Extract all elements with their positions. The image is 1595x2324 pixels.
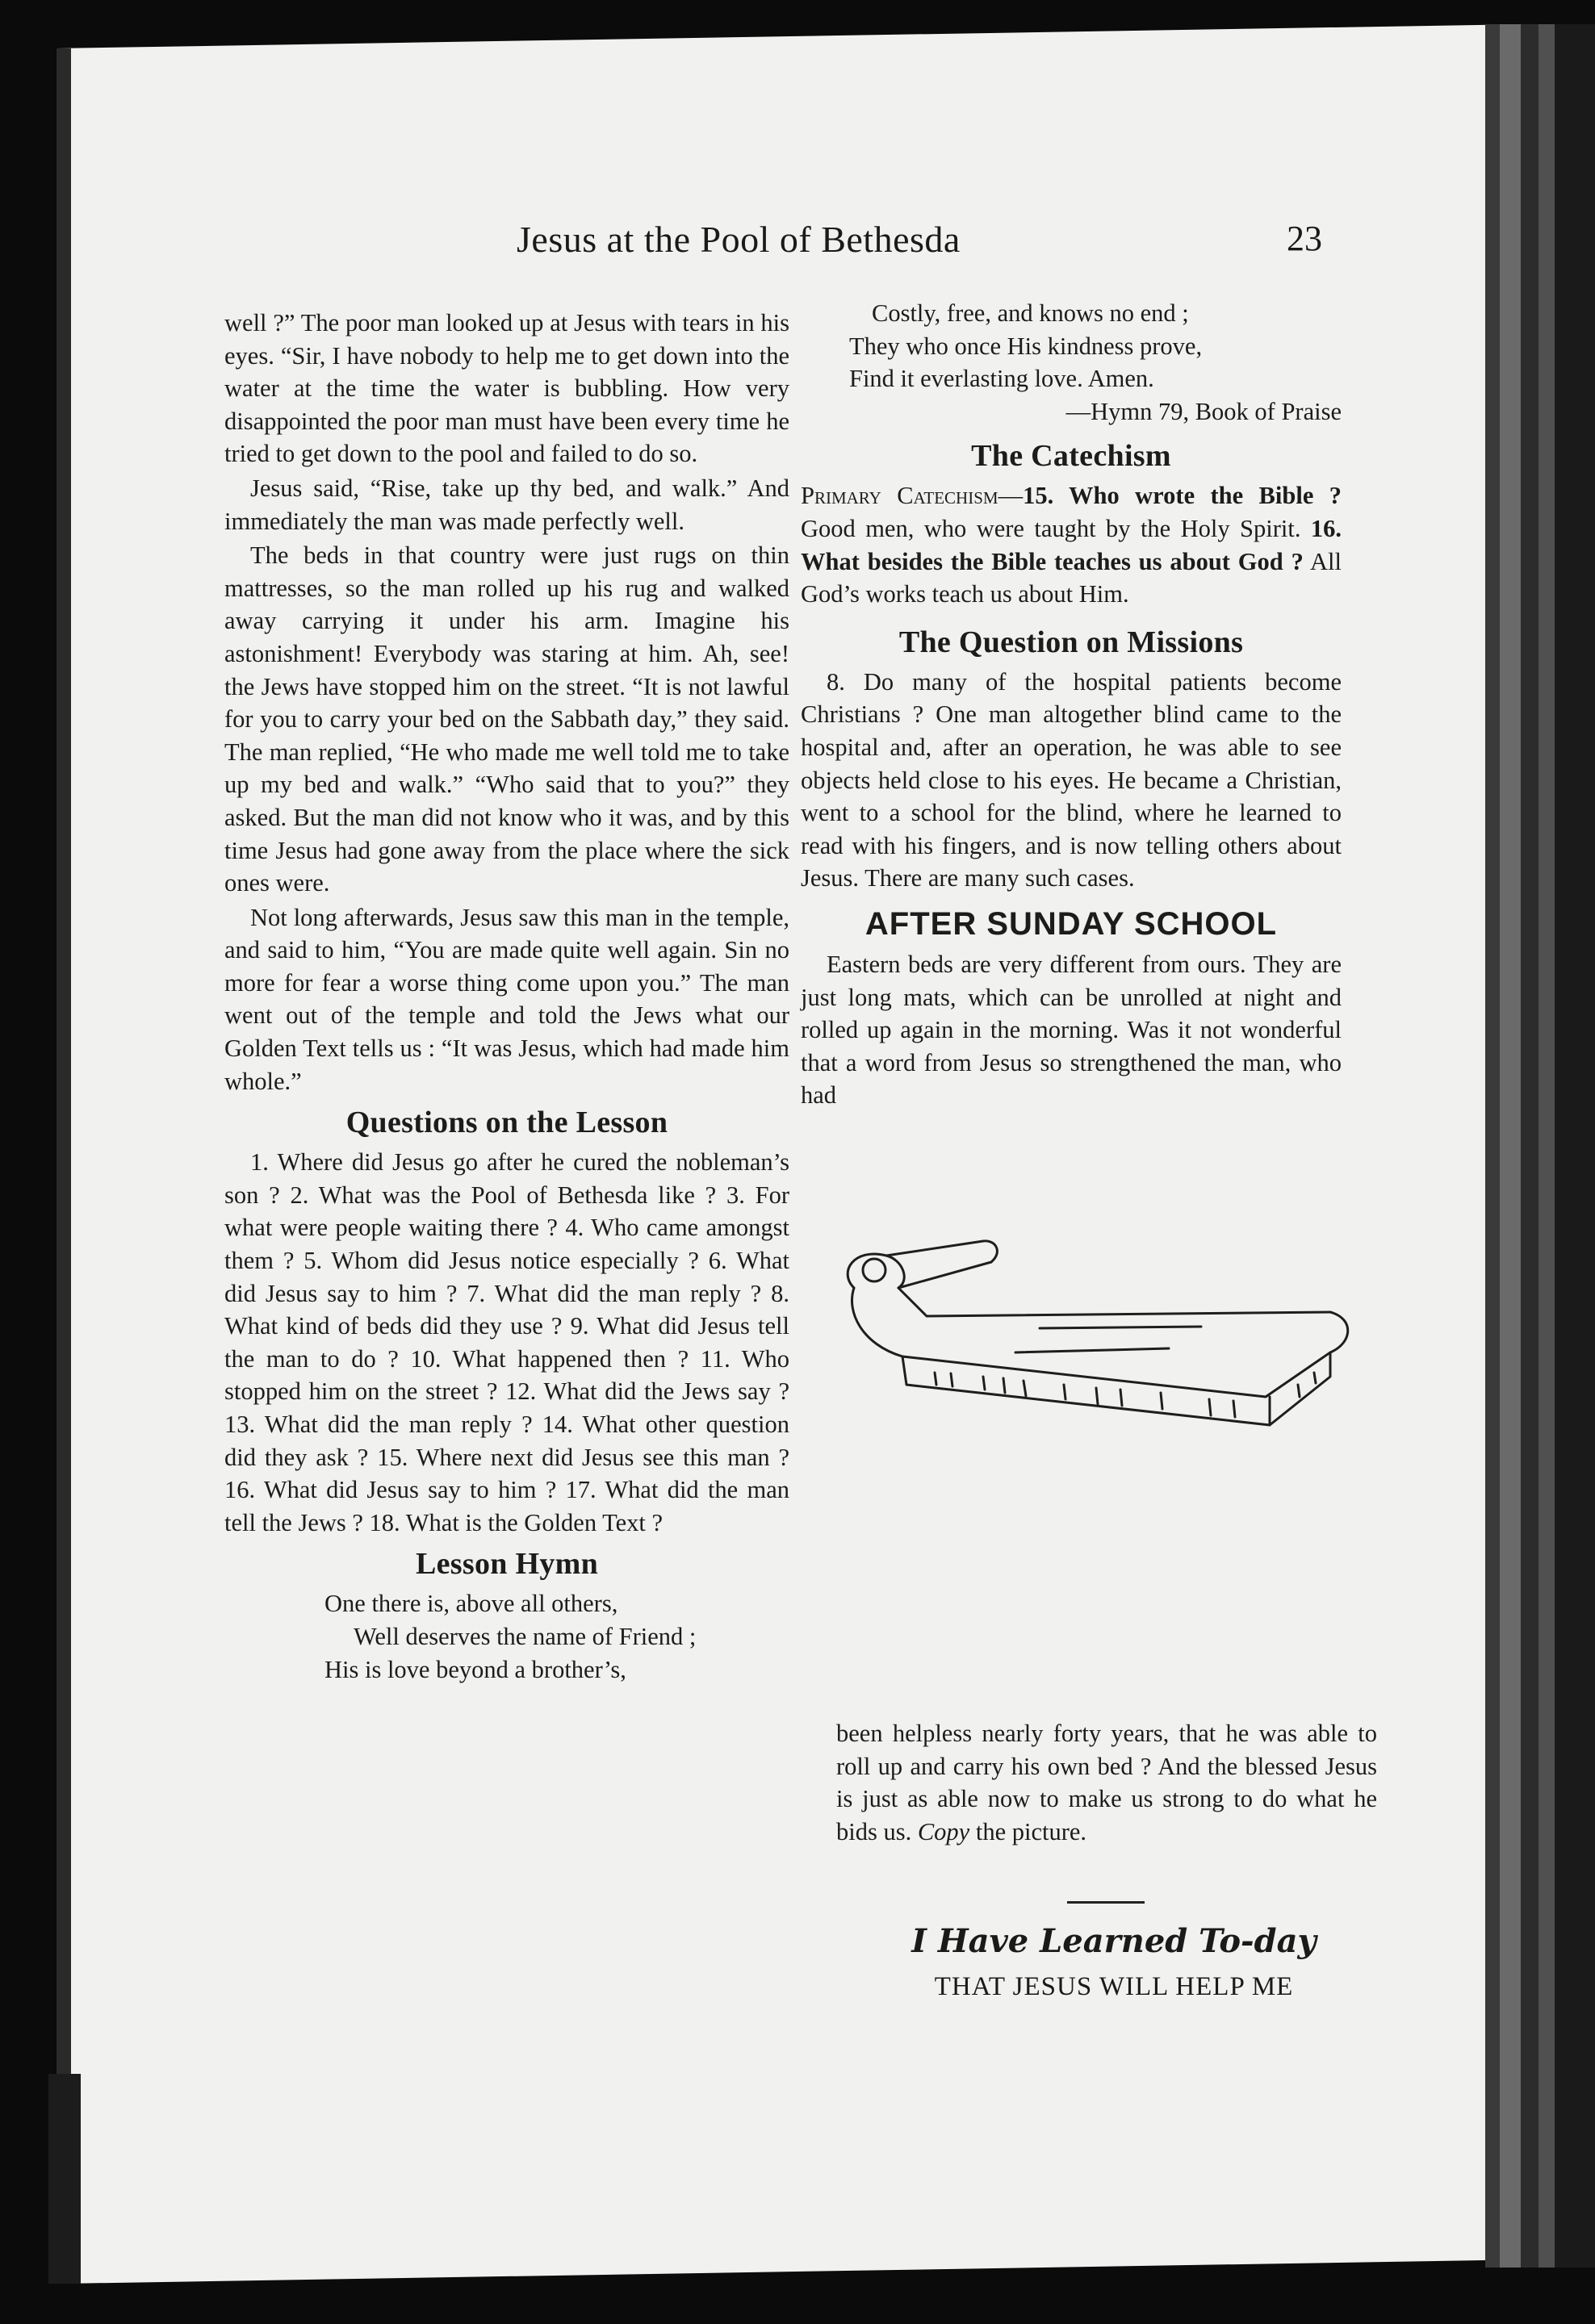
after-sunday-school-text [836, 1717, 1377, 1848]
section-divider [1067, 1901, 1145, 1904]
hymn-line: They who once His kindness prove, [849, 332, 1203, 360]
running-title: Jesus at the Pool of Bethesda [517, 219, 961, 260]
story-paragraph: The beds in that country were just rugs on thin mattresses, so the man rolled up his rug and walked away carrying it under his arm. Imagine his astonishment! Everybody was staring at him. Ah, see! the Jews have stopped him on the street. “It is not lawful for you to carry your bed on the Sabbath day,” they said. The man replied, “He who made me well told me to take up my bed and walk.” “Who said that to you?” they asked. But the man did not know who it was, and by this time Jesus had gone away from the place where the sick ones were. [224, 541, 789, 897]
catechism-text [801, 479, 1342, 610]
catechism-label: Primary Catechism— [801, 482, 1024, 510]
missions-text: 8. Do many of the hospital patients become Christians ? One man altogether blind came to the hospital and, after an operation, he was able to see objects held close to his eyes. He became a Christian, went to a school for the blind, where he learned to read with his fingers, and is now telling others about Jesus. There are many such cases. [801, 667, 1342, 892]
after-text: been helpless nearly forty years, that he was able to roll up and carry his own bed ? And the blessed Jesus is just as able now to make us strong to do what he bids us. [836, 1720, 1377, 1845]
page-header [0, 218, 1595, 282]
story-paragraph: well ?” The poor man looked up at Jesus with tears in his eyes. “Sir, I have nobody to help me to get down into the water at the time the water is bubbling. How very disappointed the poor man must have been every time he tried to get down to the pool and failed to do so. [224, 309, 789, 468]
right-column [801, 297, 1342, 1114]
story-paragraph: Jesus said, “Rise, take up thy bed, and walk.” And immediately the man was made perfectly well. [224, 474, 789, 535]
missions-heading: The Question on Missions [898, 625, 1244, 659]
hymn-heading: Lesson Hymn [415, 1547, 599, 1582]
catechism-question: 16. What besides the Bible teaches us about God ? [801, 514, 1342, 575]
hymn-line: Well deserves the name of Friend ; [354, 1622, 697, 1650]
left-column [224, 307, 789, 1686]
learned-today-title: I Have Learned To-day [911, 1922, 1317, 1960]
after-sunday-school-text: Eastern beds are very different from ours. They are just long mats, which can be unrolled at night and rolled up again in the morning. Was it not wonderful that a word from Jesus so strengthened the man, who had [801, 950, 1342, 1110]
questions-text: 1. Where did Jesus go after he cured the nobleman’s son ? 2. What was the Pool of Bethesda like ? 3. For what were people waiting there ? 4. Who came amongst them ? 5. Whom did Jesus notice especially ? 6. What did Jesus say to him ? 7. What did the man reply ? 8. What kind of beds did they use ? 9. What did Jesus tell the man to do ? 10. What happened then ? 11. Who stopped him on the street ? 12. What did the Jews say ? 13. What did the man reply ? 14. What other question did they ask ? 15. Where next did Jesus see this man ? 16. What did Jesus say to him ? 17. What did the man tell the Jews ? 18. What is the Golden Text ? [224, 1148, 789, 1536]
right-column-continued [836, 1717, 1377, 1850]
hymn-line: Costly, free, and knows no end ; [872, 299, 1189, 327]
catechism-heading: The Catechism [971, 439, 1171, 474]
catechism-answer: All God’s works teach us about Him. [801, 547, 1342, 608]
hymn-line: One there is, above all others, [324, 1590, 618, 1618]
after-sunday-school-heading: AFTER SUNDAY SCHOOL [864, 905, 1278, 942]
hymn-attribution: —Hymn 79, Book of Praise [1065, 397, 1342, 425]
questions-heading: Questions on the Lesson [345, 1106, 668, 1140]
catechism-question: 15. Who wrote the Bible ? [1023, 482, 1342, 510]
hymn-line: His is love beyond a brother’s, [324, 1655, 626, 1683]
story-paragraph: Not long afterwards, Jesus saw this man in the temple, and said to him, “You are made quite well again. Sin no more for fear a worse thing come upon you.” The man went out of the temple and told the Jews what our Golden Text tells us : “It was Jesus, which had made him whole.” [224, 903, 789, 1095]
after-text: the picture. [969, 1817, 1087, 1845]
copy-emphasis: Copy [917, 1817, 970, 1845]
page-number: 23 [1287, 219, 1322, 258]
learned-today-text: THAT JESUS WILL HELP ME [934, 1972, 1294, 2001]
catechism-answer: Good men, who were taught by the Holy Spirit. [801, 514, 1311, 542]
hymn-line: Find it everlasting love. Amen. [849, 365, 1154, 393]
rolled-mat-illustration [830, 1223, 1363, 1465]
